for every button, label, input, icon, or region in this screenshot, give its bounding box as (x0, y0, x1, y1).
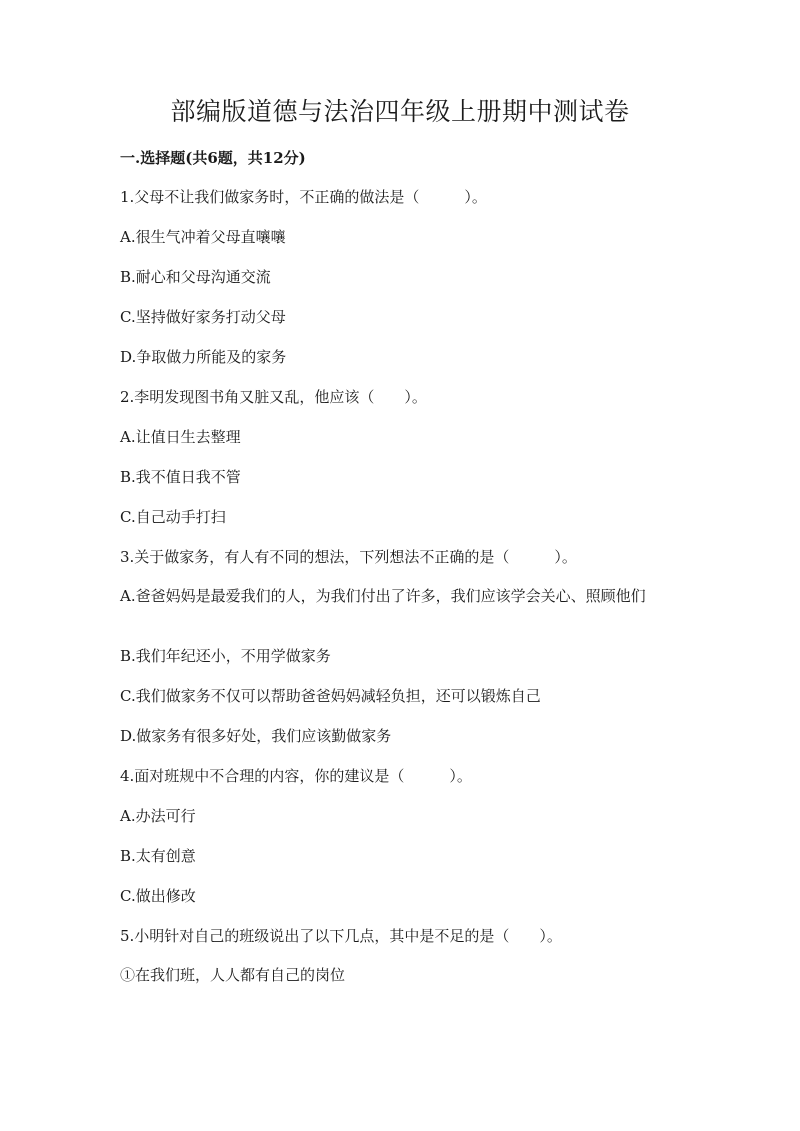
question-2-stem: 2.李明发现图书角又脏又乱，他应该（ ）。 (120, 388, 427, 406)
question-4-stem: 4.面对班规中不合理的内容，你的建议是（ ）。 (120, 767, 472, 785)
section-heading: 一.选择题(共6题，共12分) (120, 149, 306, 167)
question-1-option-d: D.争取做力所能及的家务 (120, 348, 287, 366)
question-2-option-a: A.让值日生去整理 (120, 428, 241, 446)
question-1-option-b: B.耐心和父母沟通交流 (120, 268, 271, 286)
question-5-stem: 5.小明针对自己的班级说出了以下几点，其中是不足的是（ ）。 (120, 927, 562, 945)
question-4-option-a: A.办法可行 (120, 807, 196, 825)
question-3-option-b: B.我们年纪还小，不用学做家务 (120, 647, 331, 665)
question-2-option-b: B.我不值日我不管 (120, 468, 241, 486)
question-5-statement-1: ①在我们班，人人都有自己的岗位 (120, 966, 346, 984)
question-3-option-c: C.我们做家务不仅可以帮助爸爸妈妈减轻负担，还可以锻炼自己 (120, 687, 541, 705)
question-1-option-c: C.坚持做好家务打动父母 (120, 308, 286, 326)
question-2-option-c: C.自己动手打扫 (120, 508, 226, 526)
question-4-option-b: B.太有创意 (120, 847, 196, 865)
question-1-stem: 1.父母不让我们做家务时，不正确的做法是（ ）。 (120, 188, 487, 206)
page-title: 部编版道德与法治四年级上册期中测试卷 (170, 97, 630, 126)
question-4-option-c: C.做出修改 (120, 887, 196, 905)
question-3-stem: 3.关于做家务，有人有不同的想法，下列想法不正确的是（ ）。 (120, 548, 577, 566)
question-3-option-d: D.做家务有很多好处，我们应该勤做家务 (120, 727, 392, 745)
question-3-option-a: A.爸爸妈妈是最爱我们的人，为我们付出了许多，我们应该学会关心、照顾他们 (120, 587, 646, 605)
question-1-option-a: A.很生气冲着父母直嚷嚷 (120, 228, 286, 246)
